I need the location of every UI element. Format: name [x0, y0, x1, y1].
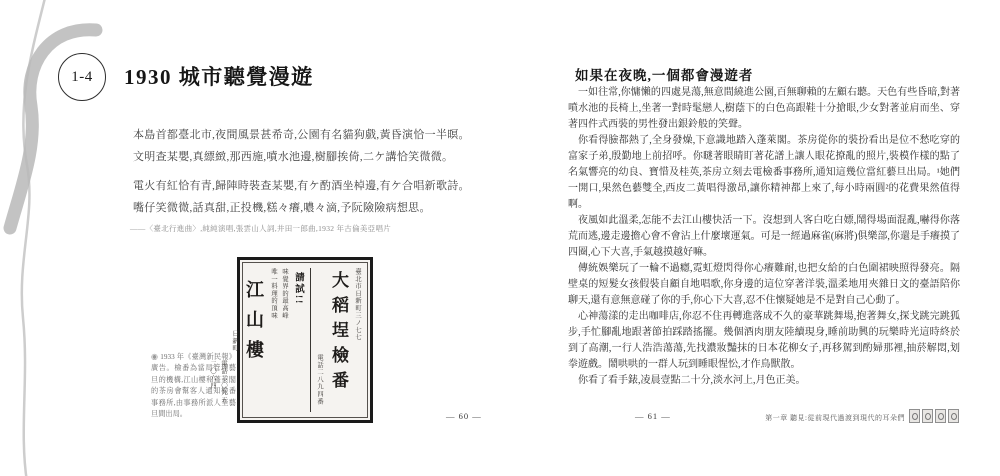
page-number-left: — 60 —: [446, 411, 482, 421]
chapter-number-badge: 1-4: [58, 53, 106, 101]
lyrics-stanza-1: [133, 124, 470, 168]
paragraph: 心神蕩漾的走出咖啡店,你忍不住再轉進落成不久的豪華跳舞場,抱著舞女,探戈跳完跳狐步,手忙腳亂地跟著節拍踩踏搖擺。幾個酒肉朋友陸續現身,睡前助興的玩樂時光這時終於到了高潮,一行人浩浩蕩蕩,先找濃妝豔抹的日本花柳女子,再移駕到酌婦那裡,抽菸解悶,划拳遊戲。鬧哄哄的一群人玩到睡眼惺忪,才作鳥獸散。: [568, 311, 960, 370]
paragraph: 一如往常,你慵懶的四處晃蕩,無意間繞進公園,百無聊賴的左顧右聽。天色有些昏暗,對著噴水池的長椅上,坐著一對時髦戀人,樹蔭下的白色高跟鞋十分搶眼,少女對著並肩而坐、穿著四件式西裝的男性發出銀鈴般的笑聲。: [568, 87, 960, 130]
caption-bullet-icon: ◉: [151, 352, 159, 361]
ad-slogan: 唯一料理的頂味: [270, 268, 277, 320]
paragraph: 你看得臉都熱了,全身發燥,下意識地踏入蓬萊閣。茶房從你的裝扮看出是位不愁吃穿的富家子弟,殷勤地上前招呼。你瞇著眼睛盯著花譜上讓人眼花撩亂的照片,裝模作樣的點了名氣響亮的幼良、寶惜及桂英,茶房立刻去電檢番事務所,通知這幾位當紅藝旦出局。¹她們一開口,果然色藝雙全,西皮二黃唱得激昂,讓你精神都上來了,每小時兩圓²的花費果然值得啊。: [568, 135, 960, 210]
lyrics-line: 文明查某嬰,真縹緻,那西施,噴水池邊,樹腳挨倚,二ケ講恰笑微微。: [133, 151, 454, 163]
lyrics-stanza-2: [133, 175, 470, 219]
newspaper-ad-image: [209, 257, 373, 423]
paragraph: 夜風如此溫柔,怎能不去江山樓快活一下。沒想到人客白吃白嫖,鬧得場面混亂,嚇得你落荒而逃,邊走邊擔心會不會沾上什麼壞運氣。可是一經過麻雀(麻將)俱樂部,你還是手癢摸了四圈,心下大喜,手氣越摸越好嘛。: [568, 215, 960, 258]
ad-address: 臺北市日新町三ノ七七: [354, 268, 361, 341]
ad-kenban-phone: 電話二八九四番: [316, 354, 323, 406]
song-lyrics: [133, 124, 470, 226]
chapter-title: 1930 城市聽覺漫遊: [124, 65, 314, 89]
paragraph: 傳統娛樂玩了一輪不過癮,霓虹燈閃得你心癢難耐,也把女給的白色圍裙映照得發亮。隔壁桌的短髮女孩假裝自顧自地唱歌,你身邊的這位穿著洋裝,溫柔地用夾雜日文的臺語陪你聊天,還有意無意碰了你的手,你心下大喜,忍不住懷疑她是不是對自己心動了。: [568, 263, 960, 306]
ad-kenban-name: 大稻埕檢番: [329, 271, 348, 396]
song-attribution: ——〈臺北行進曲〉,純純演唱,張雲山人詞,井田一郎曲,1932 年古倫美亞唱片: [130, 224, 392, 233]
ad-restaurant-name: 江山樓: [244, 280, 264, 370]
ad-restaurant-phone: 二〇六四: [209, 360, 216, 390]
flipbook-thumbnail-icon: [935, 409, 946, 423]
flipbook-thumbnail-icon: [909, 409, 920, 423]
ad-try-label: 請試!!: [293, 272, 303, 306]
figure-caption-text: 1933 年《臺灣新民報》廣告。檢番為當局管理藝旦的機構,江山樓和蓬萊閣的茶房會幫客人通知檢番事務所,由事務所派人至藝旦間出局。: [151, 353, 236, 419]
body-text: [568, 85, 960, 389]
lyrics-line: 電火有紅恰有青,歸陣時裝查某嬰,有ケ酌酒坐棹邊,有ケ合唱新歌詩。: [133, 180, 470, 192]
flipbook-thumbnails: [909, 409, 959, 423]
flipbook-thumbnail-icon: [948, 409, 959, 423]
lyrics-line: 本島首都臺北市,夜間風景甚希奇,公園有名貓狗戲,黃昏演恰一半暝。: [133, 129, 470, 141]
page-number-right: — 61 —: [635, 411, 671, 421]
flipbook-thumbnail-icon: [922, 409, 933, 423]
lyrics-line: 嘴仔笑微微,話真甜,正投機,糕々癢,噥々滴,予阮險險病想思。: [133, 202, 431, 214]
newspaper-ad-content: [209, 262, 368, 418]
ad-restaurant-phone: 電話二〇九五: [220, 360, 227, 404]
paragraph: 你看了看手錶,凌晨壹點二十分,淡水河上,月色正美。: [578, 375, 806, 386]
ad-restaurant-district: 日新町: [231, 330, 238, 352]
section-heading: 如果在夜晚,一個都會漫遊者: [575, 68, 754, 83]
ad-slogan: 味覺界的最高峰: [281, 268, 288, 320]
running-footer: 第一章 聽見:從前現代過渡到現代的耳朵們: [765, 414, 905, 422]
ad-restaurant-section: [208, 268, 311, 412]
